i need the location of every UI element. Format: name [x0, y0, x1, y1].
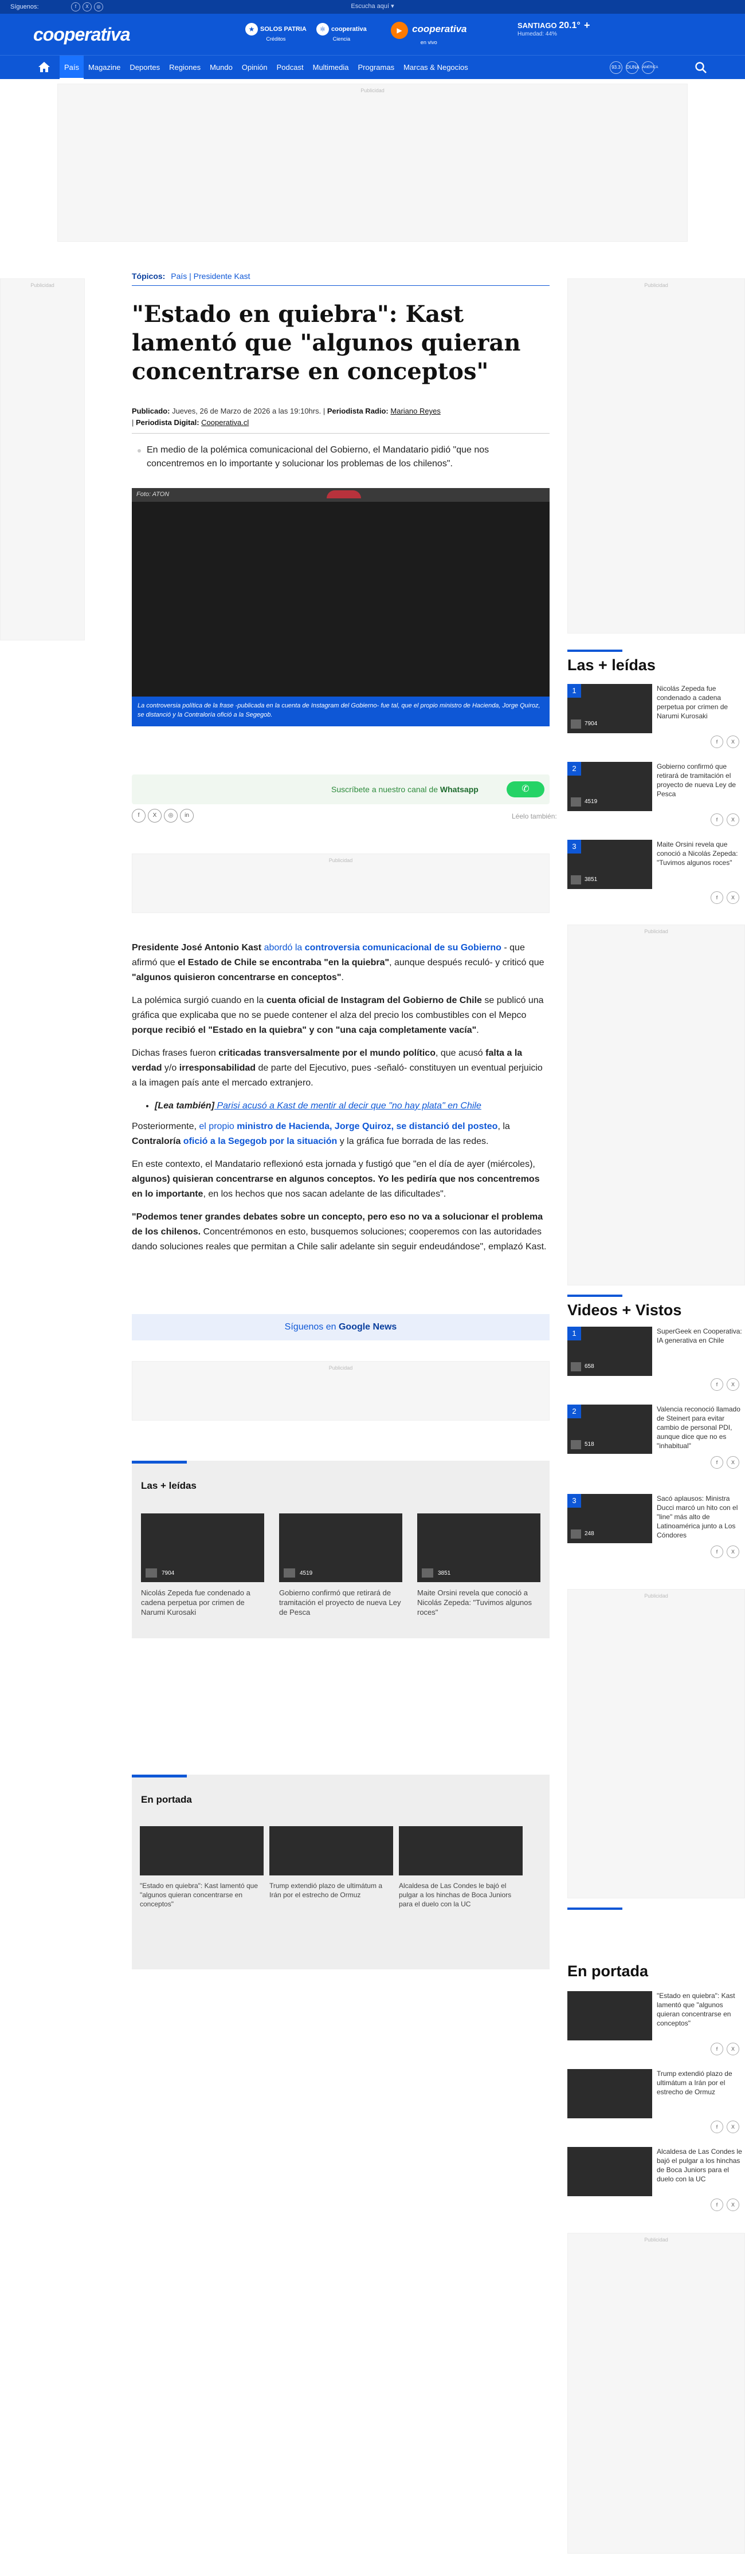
thumbnail — [140, 1826, 264, 1875]
thumbnail: 2 518 — [567, 1405, 652, 1454]
share-x-icon[interactable]: X — [727, 1378, 739, 1391]
top-ad-slot[interactable]: Publicidad — [57, 84, 688, 242]
paragraph-1: Presidente José Antonio Kast abordó la controversia comunicacional de su Gobierno - que afirmó que el Estado de Chile se encontraba "en la quiebra", aunque después reculó- y criticó que "algunos quisieron concentrarse en conceptos". — [132, 943, 544, 982]
nav-item-magazine[interactable]: Magazine — [88, 63, 121, 72]
video-camera-icon — [146, 1568, 157, 1578]
x-icon[interactable]: X — [83, 2, 92, 11]
star-icon: ★ — [245, 23, 258, 36]
thumbnail: 1 658 — [567, 1327, 652, 1376]
radio-live-button[interactable]: ▶ cooperativa en vivo — [391, 22, 467, 46]
left-ad-slot[interactable]: Publicidad — [0, 278, 85, 640]
nav-item-marcas-negocios[interactable]: Marcas & Negocios — [403, 63, 468, 72]
nav-item-opinión[interactable]: Opinión — [241, 63, 268, 72]
en-portada-box — [132, 1775, 550, 1969]
cooperativa-logo[interactable]: cooperativa — [33, 24, 130, 45]
video-camera-icon — [571, 875, 581, 884]
read-also-link[interactable]: • [Lea también] Parisi acusó a Kast de mentir al decir que "no hay plata" en Chile — [155, 1099, 550, 1114]
thumbnail: 3851 — [417, 1513, 540, 1582]
share-x-icon[interactable]: X — [727, 736, 739, 748]
article-video-player[interactable] — [132, 488, 550, 726]
follow-label: Síguenos: — [10, 3, 39, 10]
thumbnail — [399, 1826, 523, 1875]
inline-ad-slot-1[interactable]: Publicidad — [132, 854, 550, 913]
thumbnail: 3 248 — [567, 1494, 652, 1543]
main-nav — [0, 55, 745, 79]
thumbnail: 1 7904 — [567, 684, 652, 733]
facebook-icon[interactable]: f — [71, 2, 80, 11]
thumbnail: 3 3851 — [567, 840, 652, 889]
thumbnail — [567, 2147, 652, 2196]
article-title: "Estado en quiebra": Kast lamentó que "algunos quieran concentrarse en conceptos" — [132, 301, 521, 385]
share-x-icon[interactable]: X — [727, 2199, 739, 2211]
topic-link-pais[interactable]: País — [171, 272, 187, 281]
thumbnail: 7904 — [141, 1513, 264, 1582]
share-facebook-icon[interactable]: f — [711, 813, 723, 826]
article-body — [132, 941, 550, 1263]
photo-credit: Foto: ATON — [136, 491, 170, 498]
paragraph-4: Posteriormente, el propio ministro de Hacienda, Jorge Quiroz, se distanció del posteo, la Contraloría ofició a la Segegob por la situación y la gráfica fue borrada de las redes. — [132, 1122, 510, 1146]
topics-divider — [132, 285, 550, 286]
paragraph-3: Dichas frases fueron criticadas transversalmente por el mundo político, que acusó falta a la verdad y/o irresponsabilidad de parte del Ejecutivo, pues -señaló- constituyen un eventual perjuicio a la imagen país ante el mercado extranjero. — [132, 1048, 543, 1088]
right-ad-slot-2[interactable]: Publicidad — [567, 925, 745, 1285]
share-x-icon[interactable]: X — [727, 1456, 739, 1469]
right-ad-slot-1[interactable]: Publicidad — [567, 278, 745, 634]
weather-widget[interactable]: SANTIAGO 20.1° Humedad: 44% + — [517, 19, 590, 37]
inline-ad-slot-2[interactable]: Publicidad — [132, 1361, 550, 1421]
photo-caption: La controversia política de la frase -publicada en la cuenta de Instagram del Gobierno- fue tal, que el propio ministro de Hacienda, Jorge Quiroz, se distanció y la Contraloría ofició a la Segegob. — [132, 697, 550, 726]
video-camera-icon — [422, 1568, 433, 1578]
paragraph-2: La polémica surgió cuando en la cuenta oficial de Instagram del Gobierno de Chile se publicó una gráfica que explicaba que no se puede contener el alza del precio los combustibles con el Mepco porque recibió el "Estado en la quiebra" y con "una caja completamente vacía". — [132, 996, 544, 1035]
share-instagram-icon[interactable]: ◎ — [164, 809, 178, 823]
most-read-card[interactable]: 4519 Gobierno confirmó que retirará de tramitación el proyecto de nueva Ley de Pesca — [279, 1513, 402, 1617]
share-linkedin-icon[interactable]: in — [180, 809, 194, 823]
sidebar-most-read-title: Las + leídas — [567, 656, 656, 674]
topic-link-presidente-kast[interactable]: Presidente Kast — [193, 272, 250, 281]
most-read-card[interactable]: 7904 Nicolás Zepeda fue condenado a cadena perpetua por crimen de Narumi Kurosaki — [141, 1513, 264, 1617]
thumbnail: 2 4519 — [567, 762, 652, 811]
nav-item-deportes[interactable]: Deportes — [130, 63, 160, 72]
most-read-title: Las + leídas — [141, 1480, 197, 1491]
byline-divider — [132, 433, 550, 434]
thumbnail: 4519 — [279, 1513, 402, 1582]
most-read-box — [132, 1461, 550, 1638]
site-header — [0, 14, 745, 55]
share-facebook-icon[interactable]: f — [711, 2043, 723, 2055]
right-ad-slot-3[interactable]: Publicidad — [567, 1589, 745, 1898]
share-x-icon[interactable]: X — [148, 809, 162, 823]
radio-933-icon[interactable]: 93.3 — [610, 61, 622, 74]
thumbnail — [567, 2069, 652, 2118]
portada-card[interactable]: Trump extendió plazo de ultimátum a Irán por el estrecho de Ormuz — [269, 1826, 393, 1899]
digital-journalist-link[interactable]: Cooperativa.cl — [201, 418, 249, 427]
sidebar-portada-title: En portada — [567, 1963, 649, 1980]
whatsapp-subscribe-banner[interactable]: Suscríbete a nuestro canal de Whatsapp ✆ — [132, 774, 550, 804]
radio-journalist-link[interactable]: Mariano Reyes — [390, 407, 441, 415]
article-byline: Publicado: Jueves, 26 de Marzo de 2026 a las 19:10hrs. | Periodista Radio: Mariano Reyes | Periodista Digital: Cooperativa.cl — [132, 407, 441, 427]
listen-live-link[interactable]: Escucha aquí ▾ — [351, 3, 394, 10]
share-x-icon[interactable]: X — [727, 2043, 739, 2055]
atom-icon: ⚛ — [316, 23, 329, 36]
whatsapp-icon[interactable]: ✆ — [507, 781, 544, 797]
portada-card[interactable]: "Estado en quiebra": Kast lamentó que "algunos quieran concentrarse en conceptos" — [140, 1826, 264, 1909]
right-ad-slot-4[interactable]: Publicidad — [567, 2233, 745, 2554]
paragraph-6: "Podemos tener grandes debates sobre un concepto, pero eso no va a solucionar el problema de los chilenos. Concentrémonos en esto, busquemos soluciones; cooperemos con las autoridades dando soluciones reales que permitan a Chile salir adelante sin seguir endeudándose", emplazó Kast. — [132, 1212, 547, 1252]
home-icon[interactable] — [38, 61, 50, 73]
video-camera-icon — [571, 1529, 581, 1539]
top-bar — [0, 0, 745, 14]
topics: Tópicos: País | Presidente Kast — [132, 272, 250, 281]
nav-item-regiones[interactable]: Regiones — [169, 63, 201, 72]
thumbnail — [269, 1826, 393, 1875]
article-summary: En medio de la polémica comunicacional del Gobierno, el Mandatario pidió "que nos concentremos en lo importante y solucionar los problemas de los chilenos". — [147, 443, 525, 471]
google-news-banner[interactable]: Síguenos en Google News — [132, 1314, 550, 1340]
share-facebook-icon[interactable]: f — [132, 809, 146, 823]
search-icon[interactable] — [695, 61, 707, 74]
solos-patria-badge[interactable]: ★ SOLOS PATRIA Créditos — [245, 23, 307, 42]
nav-item-programas[interactable]: Programas — [358, 63, 395, 72]
share-facebook-icon[interactable]: f — [711, 1545, 723, 1558]
video-camera-icon — [571, 1362, 581, 1371]
share-x-icon[interactable]: X — [727, 891, 739, 904]
expand-weather-icon[interactable]: + — [584, 19, 590, 31]
sidebar-videos-title: Videos + Vistos — [567, 1301, 682, 1319]
thumbnail — [567, 1991, 652, 2040]
ciencia-badge[interactable]: ⚛ cooperativa Ciencia — [316, 23, 367, 42]
play-icon: ▶ — [391, 22, 408, 39]
video-camera-icon — [571, 797, 581, 807]
share-facebook-icon[interactable]: f — [711, 736, 723, 748]
radio-america-icon[interactable]: AMÉRICA — [642, 61, 654, 74]
instagram-icon[interactable]: ◎ — [94, 2, 103, 11]
nav-item-multimedia[interactable]: Multimedia — [312, 63, 349, 72]
video-camera-icon — [284, 1568, 295, 1578]
video-camera-icon — [571, 719, 581, 729]
share-facebook-icon[interactable]: f — [711, 2121, 723, 2133]
share-x-icon[interactable]: X — [727, 1545, 739, 1558]
read-also-label: Léelo también: — [512, 812, 557, 820]
share-facebook-icon[interactable]: f — [711, 2199, 723, 2211]
share-x-icon[interactable]: X — [727, 813, 739, 826]
share-x-icon[interactable]: X — [727, 2121, 739, 2133]
share-facebook-icon[interactable]: f — [711, 891, 723, 904]
nav-item-podcast[interactable]: Podcast — [276, 63, 304, 72]
most-read-card[interactable]: 3851 Maite Orsini revela que conoció a Nicolás Zepeda: "Tuvimos algunos roces" — [417, 1513, 540, 1617]
share-facebook-icon[interactable]: f — [711, 1456, 723, 1469]
nav-item-mundo[interactable]: Mundo — [210, 63, 233, 72]
share-facebook-icon[interactable]: f — [711, 1378, 723, 1391]
nav-item-país[interactable]: País — [60, 56, 84, 80]
portada-card[interactable]: Alcaldesa de Las Condes le bajó el pulgar a los hinchas de Boca Juniors para el duelo con la UC — [399, 1826, 523, 1909]
video-camera-icon — [571, 1440, 581, 1449]
radio-duna-icon[interactable]: DUNA — [626, 61, 638, 74]
en-portada-title: En portada — [141, 1794, 192, 1805]
paragraph-5: En este contexto, el Mandatario reflexionó esta jornada y fustigó que "en el día de ayer (miércoles), algunos) quisieran concentrarse en algunos conceptos. Yo les pediría que nos concentremos en lo importante, en los hechos que nos sacan adelante de las dificultades". — [132, 1159, 540, 1199]
